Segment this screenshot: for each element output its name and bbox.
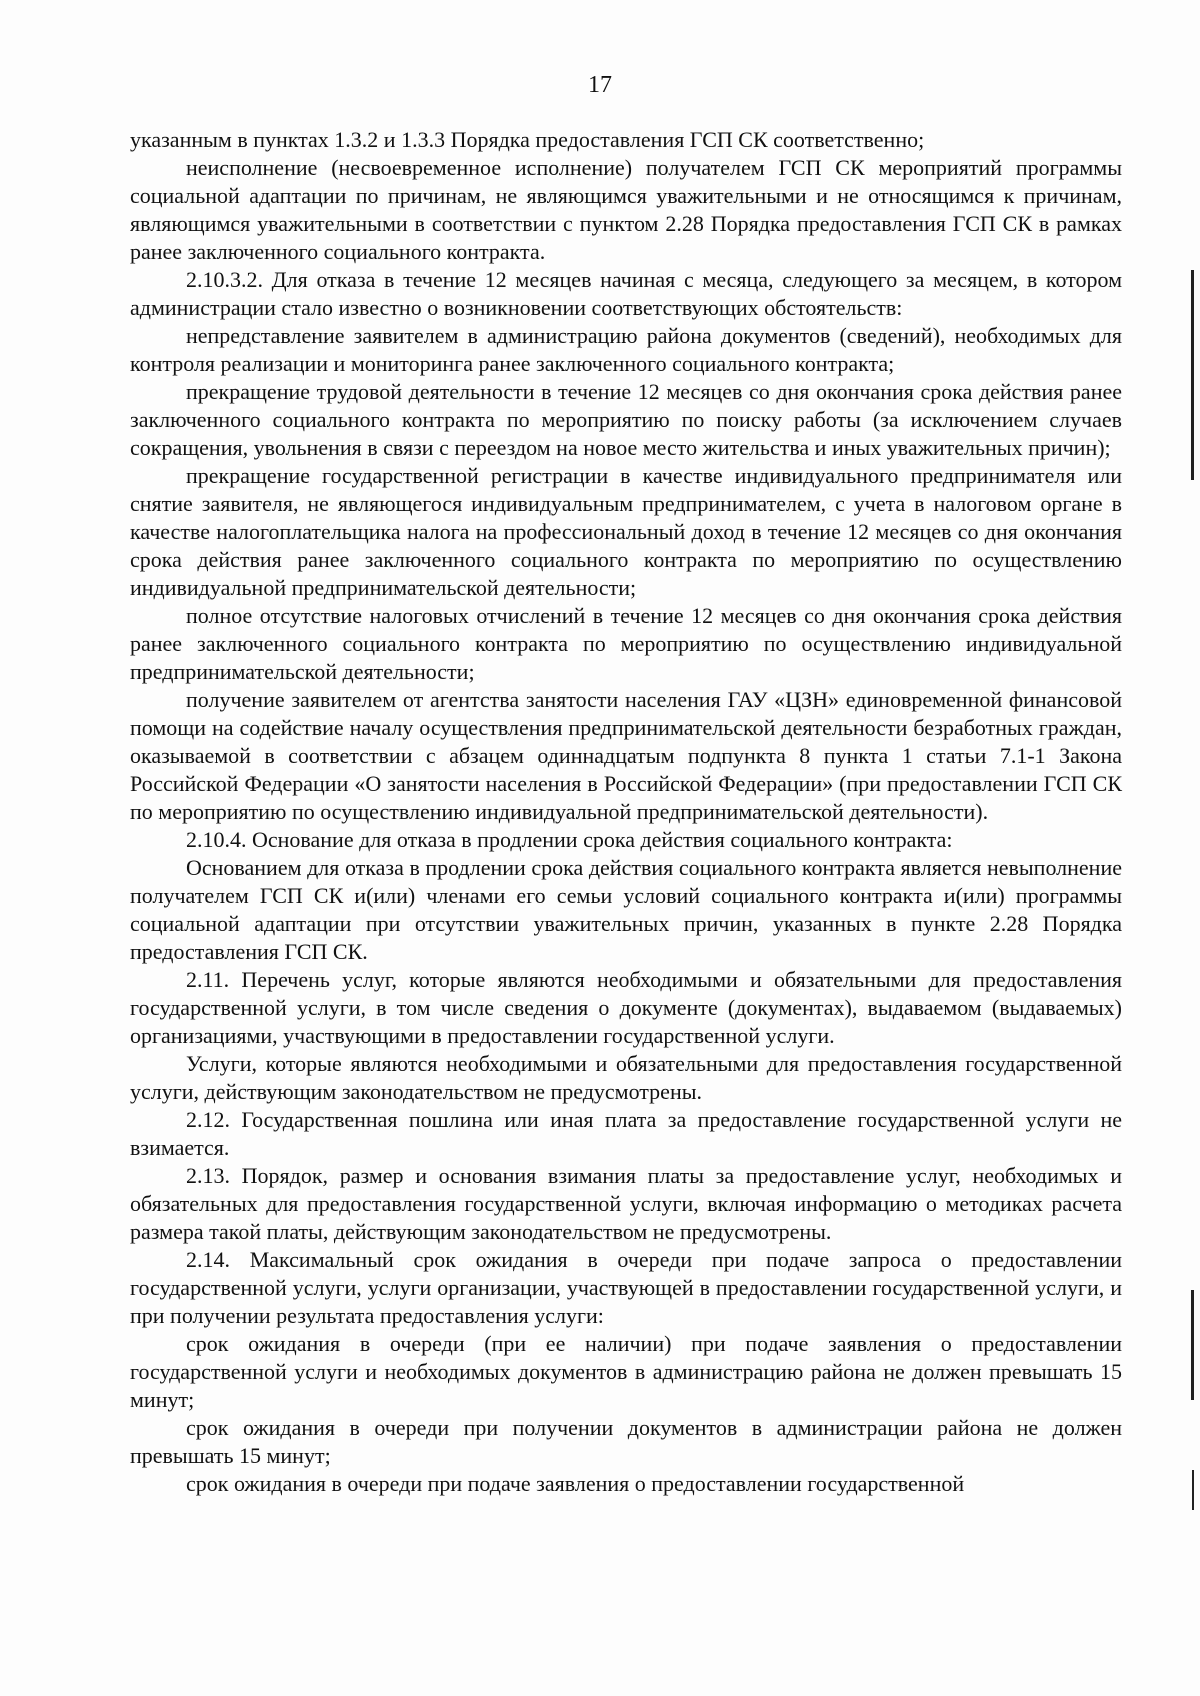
paragraph: прекращение государственной регистрации в качестве индивидуального предпринимателя или снятие заявителя, не являющегося индивидуальным предпринимателем, с учета в налоговом органе в качестве налогоплательщика налога на профессиональный доход в течение 12 месяцев со дня окончания срока действия ранее заключенного социального контракта по мероприятию по осуществлению индивидуальной предпринимательской деятельности; bbox=[130, 463, 1122, 600]
paragraph: срок ожидания в очереди при получении документов в администрации района не должен превышать 15 минут; bbox=[130, 1415, 1122, 1468]
paragraph: срок ожидания в очереди при подаче заявления о предоставлении государственной bbox=[186, 1471, 965, 1496]
paragraph: Услуги, которые являются необходимыми и обязательными для предоставления государственной услуги, действующим законодательством не предусмотрены. bbox=[130, 1051, 1122, 1104]
paragraph: срок ожидания в очереди (при ее наличии) при подаче заявления о предоставлении государственной услуги и необходимых документов в администрацию района не должен превышать 15 минут; bbox=[130, 1331, 1122, 1412]
paragraph: Основанием для отказа в продлении срока действия социального контракта является невыполнение получателем ГСП СК и(или) членами его семьи условий социального контракта и(или) программы социальной адаптации при отсутствии уважительных причин, указанных в пункте 2.28 Порядка предоставления ГСП СК. bbox=[130, 855, 1122, 964]
paragraph: неисполнение (несвоевременное исполнение) получателем ГСП СК мероприятий программы социальной адаптации по причинам, не являющимся уважительными и не относящимся к причинам, являющимся уважительными в соответствии с пунктом 2.28 Порядка предоставления ГСП СК в рамках ранее заключенного социального контракта. bbox=[130, 155, 1122, 264]
paragraph: 2.12. Государственная пошлина или иная плата за предоставление государственной услуги не взимается. bbox=[130, 1107, 1122, 1160]
paragraph: непредставление заявителем в администрацию района документов (сведений), необходимых для контроля реализации и мониторинга ранее заключенного социального контракта; bbox=[130, 323, 1122, 376]
paragraph: указанным в пунктах 1.3.2 и 1.3.3 Порядка предоставления ГСП СК соответственно; bbox=[130, 127, 925, 152]
scan-edge-mark bbox=[1191, 1290, 1194, 1400]
paragraph: 2.10.3.2. Для отказа в течение 12 месяцев начиная с месяца, следующего за месяцем, в котором администрации стало известно о возникновении соответствующих обстоятельств: bbox=[130, 267, 1122, 320]
scan-edge-mark bbox=[1192, 1470, 1194, 1510]
paragraph: 2.10.4. Основание для отказа в продлении срока действия социального контракта: bbox=[186, 827, 953, 852]
scan-edge-mark bbox=[1191, 270, 1194, 480]
document-body bbox=[130, 126, 1122, 1498]
paragraph: получение заявителем от агентства занятости населения ГАУ «ЦЗН» единовременной финансовой помощи на содействие началу осуществления предпринимательской деятельности безработных граждан, оказываемой в соответствии с абзацем одиннадцатым подпункта 8 пункта 1 статьи 7.1-1 Закона Российской Федерации «О занятости населения в Российской Федерации» (при предоставлении ГСП СК по мероприятию по осуществлению индивидуальной предпринимательской деятельности). bbox=[130, 687, 1122, 824]
paragraph: прекращение трудовой деятельности в течение 12 месяцев со дня окончания срока действия ранее заключенного социального контракта по мероприятию по поиску работы (за исключением случаев сокращения, увольнения в связи с переездом на новое место жительства и иных уважительных причин); bbox=[130, 379, 1122, 460]
paragraph: 2.14. Максимальный срок ожидания в очереди при подаче запроса о предоставлении государственной услуги, услуги организации, участвующей в предоставлении государственной услуги, и при получении результата предоставления услуги: bbox=[130, 1247, 1122, 1328]
page-number: 17 bbox=[588, 72, 612, 98]
paragraph: полное отсутствие налоговых отчислений в течение 12 месяцев со дня окончания срока действия ранее заключенного социального контракта по мероприятию по осуществлению индивидуальной предпринимательской деятельности; bbox=[130, 603, 1122, 684]
paragraph: 2.13. Порядок, размер и основания взимания платы за предоставление услуг, необходимых и обязательных для предоставления государственной услуги, включая информацию о методиках расчета размера такой платы, действующим законодательством не предусмотрены. bbox=[130, 1163, 1122, 1244]
paragraph: 2.11. Перечень услуг, которые являются необходимыми и обязательными для предоставления государственной услуги, в том числе сведения о документе (документах), выдаваемом (выдаваемых) организациями, участвующими в предоставлении государственной услуги. bbox=[130, 967, 1122, 1048]
